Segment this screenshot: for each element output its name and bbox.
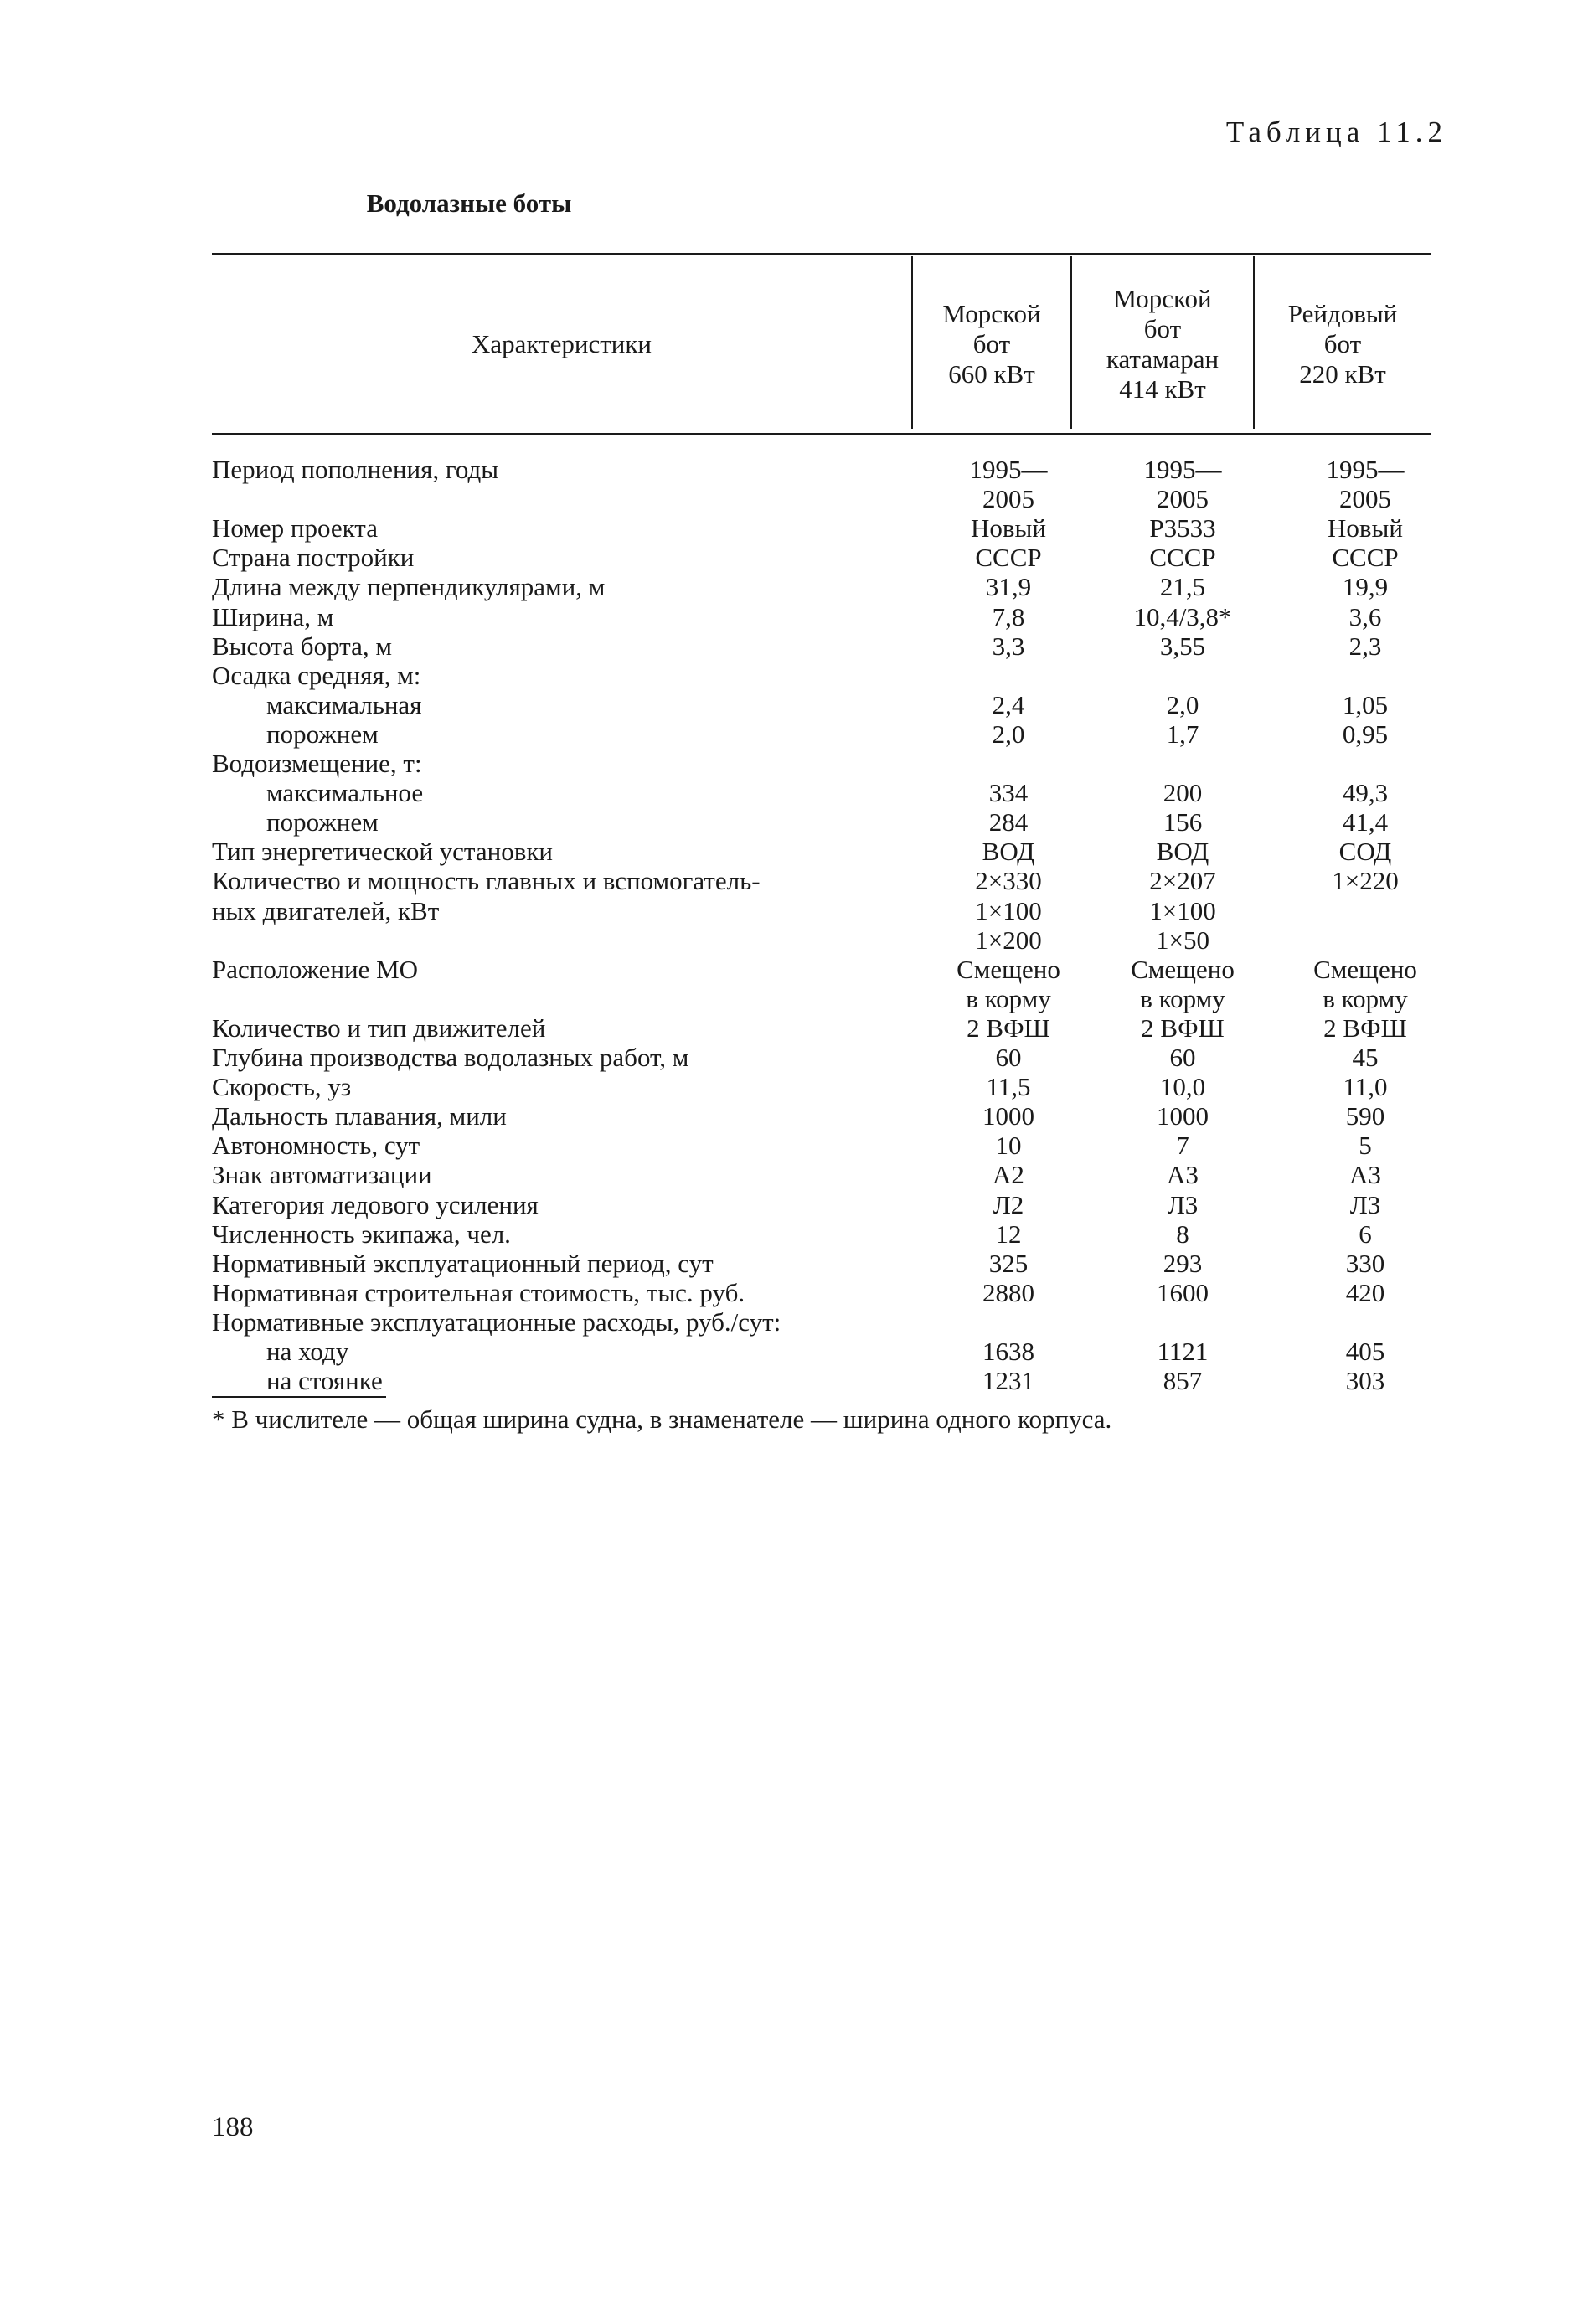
row-label: Номер проекта	[212, 513, 378, 544]
table-row	[0, 1131, 1583, 1160]
cell-col-1: 60	[995, 1043, 1022, 1072]
row-label: Глубина производства водолазных работ, м	[212, 1043, 689, 1072]
cell-col-1: 7,8	[992, 601, 1025, 631]
cell-col-1: 11,5	[986, 1072, 1031, 1102]
footnote: * В числителе — общая ширина судна, в знаменателе — ширина одного корпуса.	[212, 1404, 1112, 1434]
table-row	[0, 455, 1583, 484]
row-label: максимальная	[266, 689, 422, 719]
row-label: на ходу	[266, 1337, 349, 1366]
row-label: Длина между перпендикулярами, м	[212, 572, 606, 602]
cell-col-3: 3,6	[1348, 601, 1382, 631]
cell-col-2: 21,5	[1159, 572, 1206, 602]
table-row	[0, 1101, 1583, 1131]
cell-col-2: 10,0	[1159, 1072, 1206, 1102]
cell-col-1: 2,4	[992, 689, 1025, 719]
page-number: 188	[212, 2112, 254, 2142]
cell-col-1: 1231	[982, 1366, 1034, 1396]
cell-col-1: 31,9	[985, 572, 1032, 602]
cell-col-1: 1×200	[975, 925, 1042, 955]
row-label: Тип энергетической установки	[212, 837, 553, 867]
cell-col-2: СССР	[1149, 543, 1216, 573]
cell-col-3: 49,3	[1342, 778, 1389, 808]
table-row	[0, 984, 1583, 1013]
cell-col-1: 2,0	[992, 719, 1025, 749]
row-label: Нормативные эксплуатационные расходы, руб./сут:	[212, 1306, 781, 1337]
header-col-3: Рейдовый бот 220 кВт	[1287, 299, 1398, 389]
cell-col-2: 7	[1176, 1131, 1189, 1161]
cell-col-2: 2 ВФШ	[1141, 1013, 1225, 1043]
cell-col-2: в корму	[1140, 983, 1225, 1013]
cell-col-1: 2005	[982, 484, 1034, 514]
table-row	[0, 1219, 1583, 1249]
cell-col-3: 1995—	[1326, 455, 1405, 484]
table-row	[0, 661, 1583, 690]
row-label: на стоянке	[266, 1366, 383, 1396]
cell-col-1: 334	[988, 778, 1029, 808]
cell-col-3: 19,9	[1342, 572, 1389, 602]
cell-col-3: 6	[1359, 1219, 1372, 1249]
row-label: Ширина, м	[212, 601, 334, 631]
cell-col-1: 1995—	[969, 455, 1048, 484]
row-label: максимальное	[266, 778, 424, 808]
cell-col-1: Смещено	[957, 954, 1060, 984]
cell-col-3: 420	[1345, 1277, 1385, 1307]
table-row	[0, 1072, 1583, 1101]
cell-col-2: 1000	[1157, 1101, 1209, 1131]
cell-col-2: ВОД	[1156, 837, 1209, 867]
cell-col-3: 11,0	[1343, 1072, 1388, 1102]
cell-col-3: А3	[1349, 1160, 1381, 1190]
header-bottom-rule	[212, 433, 1431, 435]
cell-col-1: 2 ВФШ	[967, 1013, 1050, 1043]
cell-col-2: Р3533	[1149, 513, 1216, 544]
row-label: Высота борта, м	[212, 631, 392, 661]
table-row	[0, 749, 1583, 778]
row-label: Нормативная строительная стоимость, тыс. руб.	[212, 1277, 745, 1307]
cell-col-1: Л2	[993, 1189, 1024, 1219]
cell-col-1: 325	[988, 1248, 1029, 1278]
cell-col-2: 8	[1176, 1219, 1189, 1249]
row-label: Водоизмещение, т:	[212, 749, 422, 778]
cell-col-3: 2 ВФШ	[1323, 1013, 1407, 1043]
table-row	[0, 1307, 1583, 1337]
cell-col-3: СОД	[1338, 837, 1392, 867]
row-label: Нормативный эксплуатационный период, сут	[212, 1248, 714, 1278]
cell-col-2: 200	[1163, 778, 1203, 808]
row-label: ных двигателей, кВт	[212, 895, 440, 925]
table-row	[0, 1249, 1583, 1278]
cell-col-2: 2005	[1157, 484, 1209, 514]
cell-col-2: Смещено	[1131, 954, 1235, 984]
cell-col-3: 405	[1345, 1337, 1385, 1366]
table-row	[0, 631, 1583, 661]
cell-col-3: Новый	[1328, 513, 1403, 544]
cell-col-3: 0,95	[1342, 719, 1389, 749]
cell-col-2: Л3	[1167, 1189, 1199, 1219]
cell-col-2: 3,55	[1159, 631, 1206, 661]
table-row	[0, 1190, 1583, 1219]
row-label: Автономность, сут	[212, 1131, 420, 1161]
table-row	[0, 543, 1583, 572]
cell-col-2: 156	[1163, 807, 1203, 837]
cell-col-1: А2	[993, 1160, 1024, 1190]
table-row	[0, 955, 1583, 984]
cell-col-1: 1638	[982, 1337, 1034, 1366]
cell-col-2: 2×207	[1149, 866, 1216, 896]
cell-col-1: 12	[995, 1219, 1022, 1249]
table-row	[0, 484, 1583, 513]
row-label: порожнем	[266, 719, 379, 749]
cell-col-1: 1000	[982, 1101, 1034, 1131]
cell-col-3: 5	[1359, 1131, 1372, 1161]
table-row	[0, 719, 1583, 749]
cell-col-3: 1×220	[1332, 866, 1399, 896]
cell-col-2: 10,4/3,8*	[1133, 601, 1232, 631]
cell-col-3: СССР	[1332, 543, 1399, 573]
cell-col-3: 41,4	[1342, 807, 1389, 837]
table-row	[0, 1013, 1583, 1043]
table-row	[0, 690, 1583, 719]
cell-col-3: в корму	[1323, 983, 1408, 1013]
row-label: Период пополнения, годы	[212, 455, 499, 484]
table-top-rule	[212, 253, 1431, 255]
cell-col-2: 1995—	[1143, 455, 1222, 484]
row-label: Страна постройки	[212, 543, 415, 573]
row-label: Скорость, уз	[212, 1072, 352, 1102]
table-row	[0, 602, 1583, 631]
cell-col-3: 590	[1345, 1101, 1385, 1131]
table-row	[0, 778, 1583, 807]
cell-col-1: 2×330	[975, 866, 1042, 896]
cell-col-2: 293	[1163, 1248, 1203, 1278]
cell-col-1: 284	[988, 807, 1029, 837]
table-row	[0, 896, 1583, 925]
cell-col-3: Л3	[1349, 1189, 1381, 1219]
cell-col-2: 60	[1169, 1043, 1196, 1072]
table-row	[0, 1366, 1583, 1395]
table-row	[0, 837, 1583, 866]
table-row	[0, 1278, 1583, 1307]
cell-col-2: 1×100	[1149, 895, 1216, 925]
cell-col-3: 2,3	[1348, 631, 1382, 661]
row-label: Количество и мощность главных и вспомогатель-	[212, 866, 761, 896]
row-label: Категория ледового усиления	[212, 1189, 539, 1219]
cell-col-3: Смещено	[1313, 954, 1417, 984]
header-col-1: Морской бот 660 кВт	[942, 299, 1041, 389]
table-row	[0, 513, 1583, 543]
cell-col-1: ВОД	[982, 837, 1035, 867]
row-label: Расположение МО	[212, 954, 419, 984]
table-row	[0, 925, 1583, 955]
table-row	[0, 1043, 1583, 1072]
cell-col-3: 1,05	[1342, 689, 1389, 719]
cell-col-1: СССР	[975, 543, 1042, 573]
row-label: Знак автоматизации	[212, 1160, 432, 1190]
cell-col-2: 1600	[1157, 1277, 1209, 1307]
cell-col-1: в корму	[966, 983, 1051, 1013]
cell-col-1: 10	[995, 1131, 1022, 1161]
cell-col-2: 1×50	[1156, 925, 1209, 955]
table-row	[0, 807, 1583, 837]
footnote-rule	[212, 1396, 386, 1398]
table-row	[0, 1337, 1583, 1366]
table-title: Водолазные боты	[366, 188, 572, 218]
header-col-2: Морской бот катамаран 414 кВт	[1106, 284, 1219, 404]
table-row	[0, 572, 1583, 601]
cell-col-3: 303	[1345, 1366, 1385, 1396]
row-label: Количество и тип движителей	[212, 1013, 546, 1043]
row-label: порожнем	[266, 807, 379, 837]
cell-col-2: 2,0	[1166, 689, 1199, 719]
row-label: Численность экипажа, чел.	[212, 1219, 511, 1249]
table-row	[0, 866, 1583, 895]
cell-col-1: Новый	[971, 513, 1046, 544]
cell-col-3: 330	[1345, 1248, 1385, 1278]
row-label: Осадка средняя, м:	[212, 660, 421, 690]
cell-col-1: 1×100	[975, 895, 1042, 925]
cell-col-3: 2005	[1339, 484, 1391, 514]
cell-col-3: 45	[1352, 1043, 1379, 1072]
table-row	[0, 1160, 1583, 1189]
row-label: Дальность плавания, мили	[212, 1101, 507, 1131]
cell-col-1: 2880	[982, 1277, 1034, 1307]
cell-col-2: 1121	[1157, 1337, 1209, 1366]
header-characteristics: Характеристики	[471, 329, 652, 358]
table-number: Таблица 11.2	[1225, 116, 1447, 148]
cell-col-2: 857	[1163, 1366, 1203, 1396]
cell-col-2: 1,7	[1166, 719, 1199, 749]
cell-col-1: 3,3	[992, 631, 1025, 661]
cell-col-2: А3	[1167, 1160, 1199, 1190]
